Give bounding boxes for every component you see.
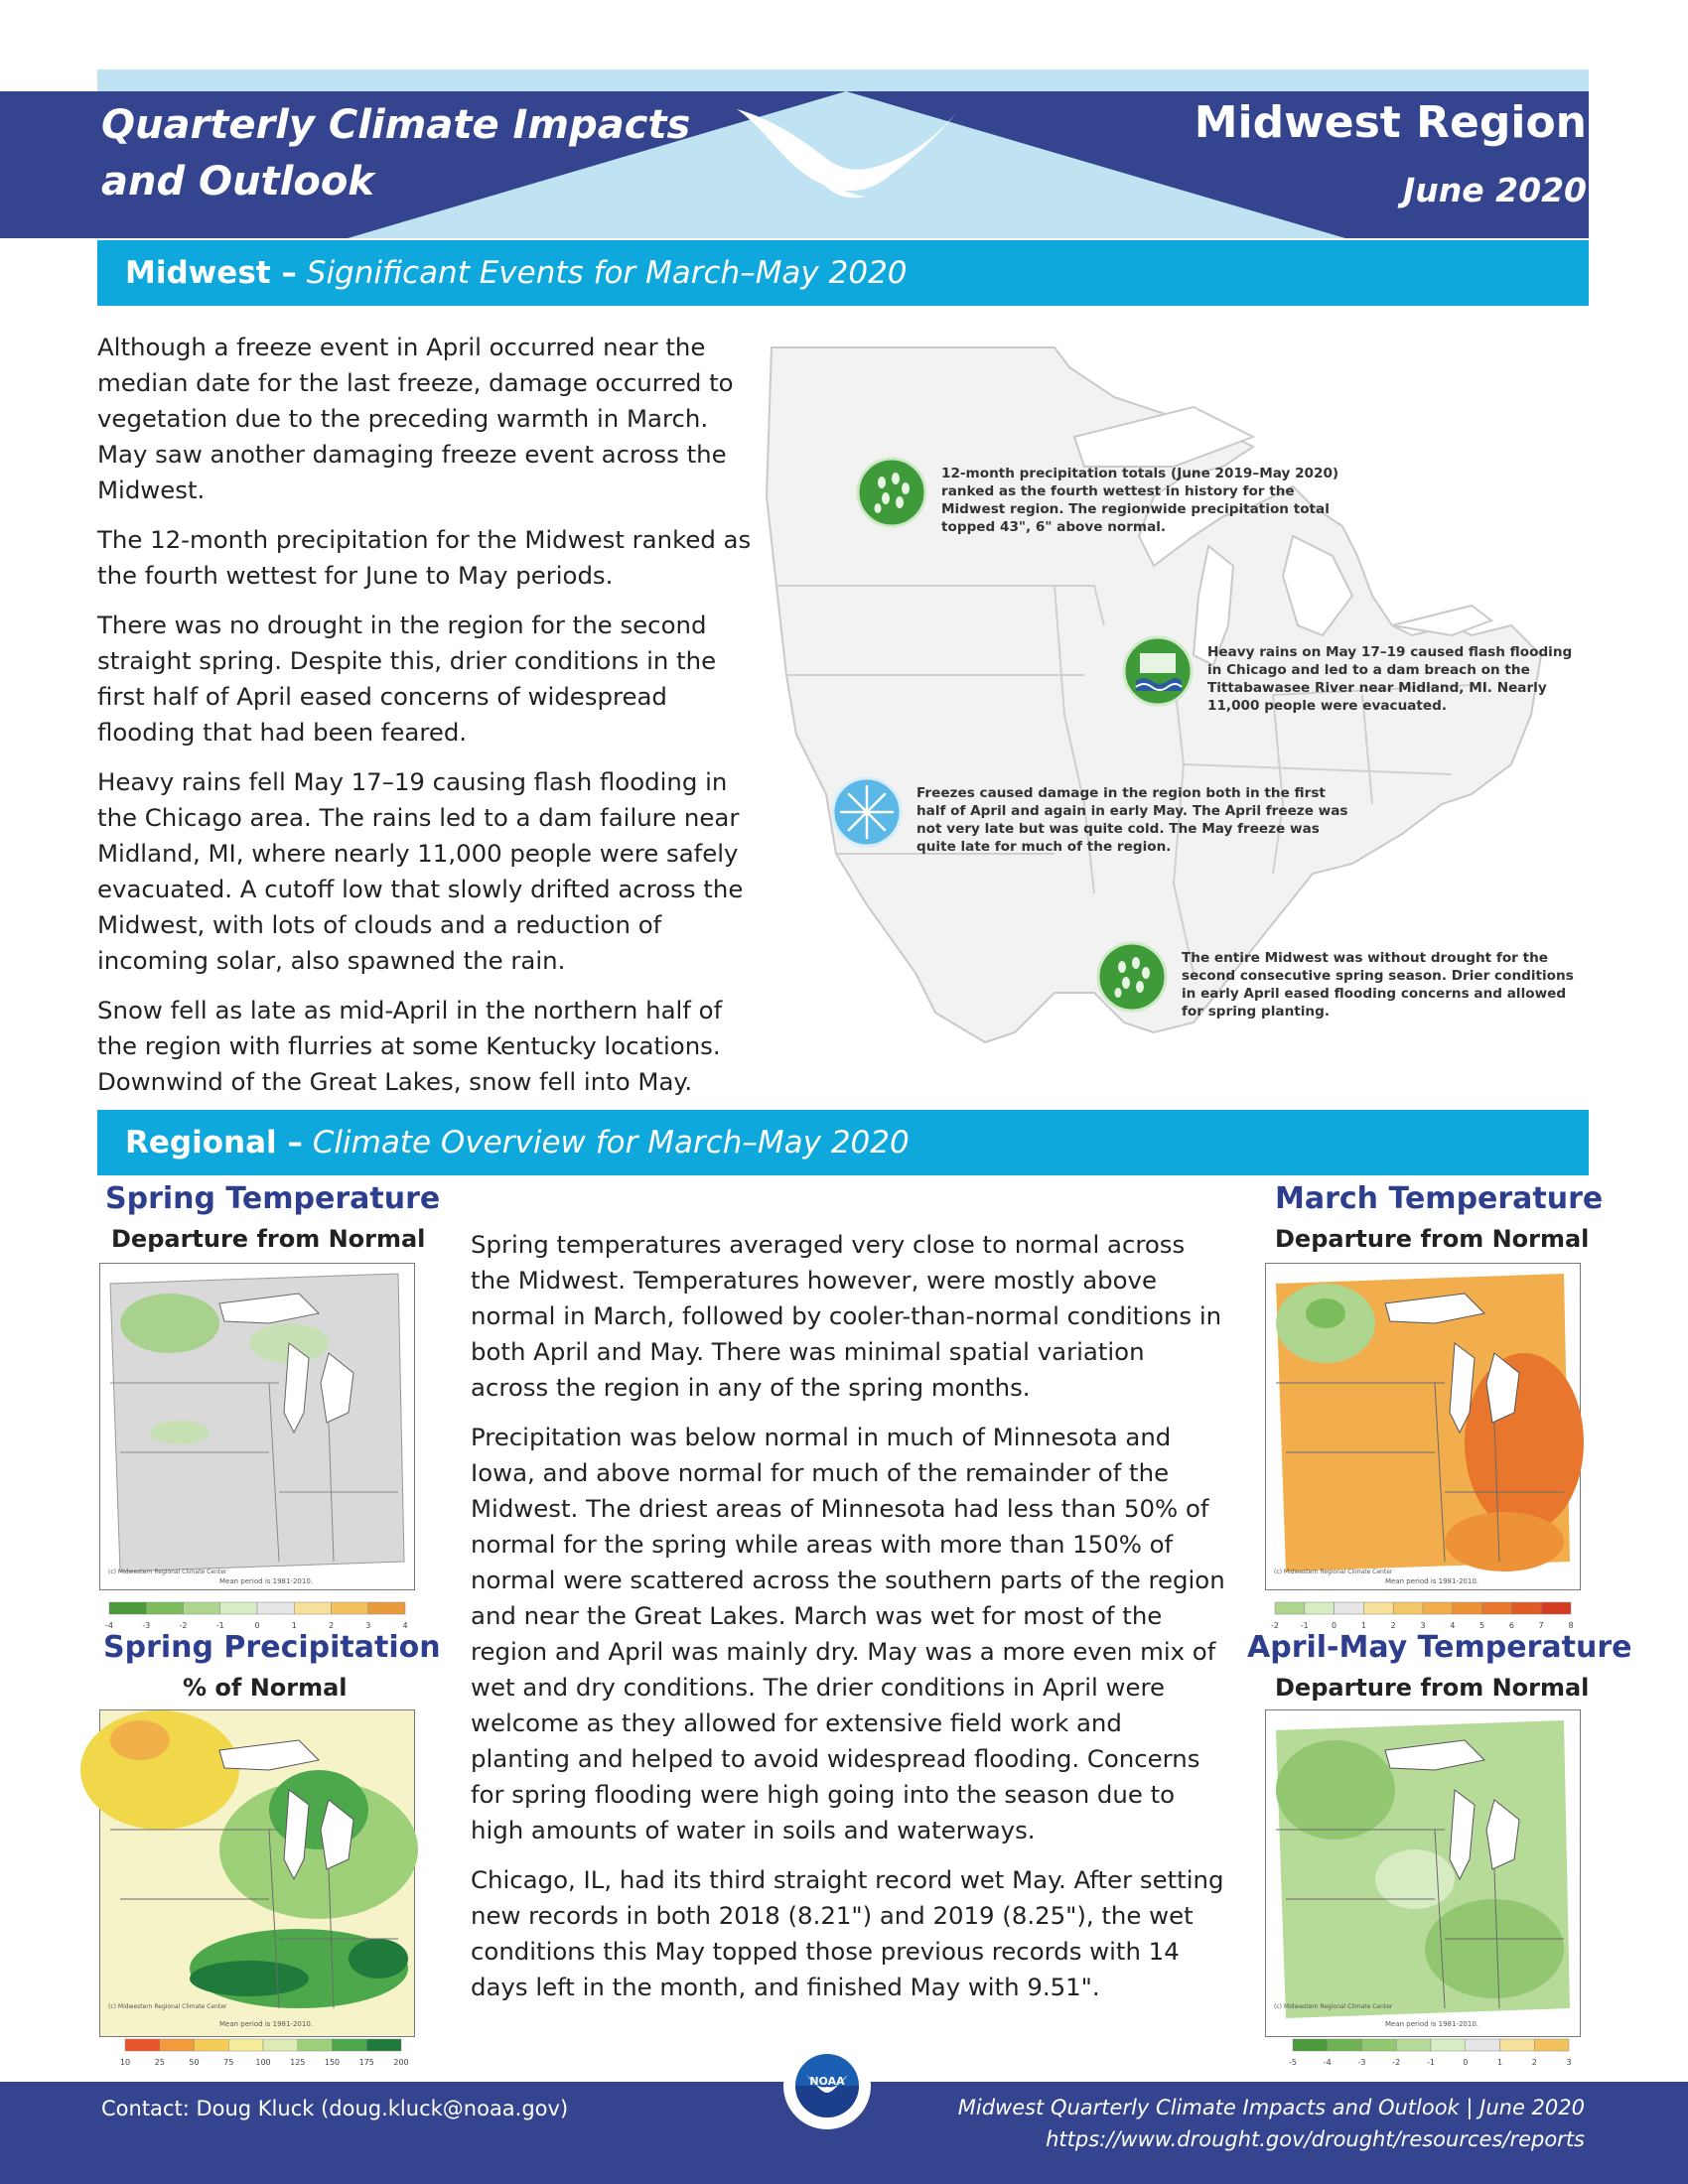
scale-tick-label: -5 xyxy=(1289,2058,1297,2067)
scale-swatch xyxy=(1453,1602,1482,1614)
scale-swatch xyxy=(366,2039,401,2051)
scale-tick-label: 175 xyxy=(358,2058,374,2067)
scale-tick-label: 0 xyxy=(254,1621,260,1630)
scale-tick-label: -2 xyxy=(179,1621,188,1630)
rain-drops-icon xyxy=(856,457,927,528)
svg-text:(c) Midwestern Regional Climat: (c) Midwestern Regional Climate Center xyxy=(108,1569,227,1575)
flood-dam-icon xyxy=(1122,635,1194,707)
scale-tick-label: -4 xyxy=(105,1621,113,1630)
scale-tick-label: 8 xyxy=(1568,1621,1574,1630)
spring-precip-subtitle: % of Normal xyxy=(183,1674,348,1702)
scale-swatch xyxy=(263,2039,298,2051)
scale-tick-label: 100 xyxy=(255,2058,271,2067)
scale-tick-label: 3 xyxy=(1566,2058,1572,2067)
scale-tick-label: 4 xyxy=(1450,1621,1456,1630)
march-temp-map xyxy=(1265,1263,1581,1590)
scale-swatch xyxy=(1534,2039,1569,2051)
callout-precip-ranking: 12-month precipitation totals (June 2019–May 2020) ranked as the fourth wettest in history for the Midwest region. The regionwide precipitation total topped 43", 6" above normal. xyxy=(856,457,1358,536)
march-temp-map-graphic xyxy=(1266,1264,1580,1589)
svg-text:(c) Midwestern Regional Climat: (c) Midwestern Regional Climate Center xyxy=(108,2003,227,2010)
spring-precip-map-graphic xyxy=(100,1710,414,2036)
overview-paragraph: Precipitation was below normal in much of Minnesota and Iowa, and above normal for much of the remainder of the Midwest. The driest areas of Minnesota had less than 50% of normal for the spring while areas with more than 150% of normal were scattered across the southern parts of the region and near the Great Lakes. March was wet for most of the region and April was mainly dry. May was a more even mix of wet and dry conditions. The drier conditions in April were welcome as they allowed for extensive field work and planting and helped to avoid widespread flooding. Concerns for spring flooding were high going into the season due to high amounts of water in soils and waterways. xyxy=(471,1423,1225,1844)
spring-precip-map xyxy=(99,1709,415,2037)
scale-swatch xyxy=(160,2039,195,2051)
scale-tick-label: 125 xyxy=(290,2058,306,2067)
svg-text:Mean period is 1981-2010.: Mean period is 1981-2010. xyxy=(1385,1577,1479,1585)
scale-tick-label: 3 xyxy=(1420,1621,1426,1630)
overview-section-bar: Regional – Climate Overview for March–May 2020 xyxy=(97,1110,1589,1175)
scale-tick-label: 150 xyxy=(324,2058,341,2067)
scale-swatch xyxy=(1500,2039,1535,2051)
scale-swatch xyxy=(1466,2039,1500,2051)
scale-tick-label: -1 xyxy=(215,1621,224,1630)
callout-freeze: Freezes caused damage in the region both in the first half of April and again in early May. The April freeze was not very late but was quite cold. The May freeze was quite late for much of the region. xyxy=(831,776,1353,856)
scale-tick-label: 2 xyxy=(328,1621,335,1630)
march-temp-subtitle: Departure from Normal xyxy=(1275,1225,1590,1253)
scale-tick-label: -3 xyxy=(142,1621,151,1630)
scale-swatch xyxy=(1305,1602,1335,1614)
scale-swatch xyxy=(1541,1602,1571,1614)
events-paragraph: Heavy rains fell May 17–19 causing flash flooding in the Chicago area. The rains led to a dam failure near Midland, MI, where nearly 11,000 people were safely evacuated. A cutoff low that slowly drifted across the Midwest, with lots of clouds and a reduction of incoming solar, also spawned the rain. xyxy=(97,767,744,975)
events-paragraph: Although a freeze event in April occurred near the median date for the last freeze, damage occurred to vegetation due to the preceding warmth in March. May saw another damaging freeze event across the Midwest. xyxy=(97,333,734,504)
scale-swatch xyxy=(1511,1602,1541,1614)
footer-publication: Midwest Quarterly Climate Impacts and Outlook | June 2020 xyxy=(957,2096,1585,2119)
scale-tick-label: -1 xyxy=(1427,2058,1435,2067)
region-name: Midwest Region xyxy=(1194,97,1587,148)
scale-swatch xyxy=(298,2039,333,2051)
events-paragraph: The 12-month precipitation for the Midwest ranked as the fourth wettest for June to May periods. xyxy=(97,525,752,590)
scale-swatch xyxy=(109,1602,146,1614)
callout-flash-flood: Heavy rains on May 17–19 caused flash flooding in Chicago and led to a dam breach on the Tittabawasee River near Midland, MI. Nearly 11,000 people were evacuated. xyxy=(1122,635,1575,715)
scale-tick-label: 50 xyxy=(189,2058,200,2067)
scale-tick-label: 1 xyxy=(1496,2058,1503,2067)
scale-tick-label: 4 xyxy=(402,1621,408,1630)
svg-text:Mean period is 1981-2010.: Mean period is 1981-2010. xyxy=(219,2020,314,2028)
scale-swatch xyxy=(368,1602,405,1614)
march-temp-title: March Temperature xyxy=(1275,1181,1604,1216)
aprmay-temp-map xyxy=(1265,1709,1581,2037)
events-paragraph: There was no drought in the region for the second straight spring. Despite this, drier conditions in the first half of April eased concerns of widespread flooding that had been feared. xyxy=(97,611,717,747)
scale-tick-label: 75 xyxy=(223,2058,234,2067)
scale-tick-label: 1 xyxy=(1360,1621,1366,1630)
frost-icon xyxy=(831,776,903,848)
events-paragraph: Snow fell as late as mid-April in the northern half of the region with flurries at some Kentucky locations. Downwind of the Great Lakes, snow fell into May. xyxy=(97,996,723,1096)
contact-info: Contact: Doug Kluck (doug.kluck@noaa.gov) xyxy=(101,2097,569,2120)
scale-tick-label: 0 xyxy=(1332,1621,1337,1630)
scale-tick-label: 3 xyxy=(365,1621,371,1630)
footer-citation xyxy=(958,2092,1585,2155)
overview-paragraph: Spring temperatures averaged very close to normal across the Midwest. Temperatures however, were mostly above normal in March, followed by cooler-than-normal conditions in both April and May. There was minimal spatial variation across the region in any of the spring months. xyxy=(471,1230,1222,1402)
rain-drops-icon xyxy=(1096,941,1168,1013)
scale-tick-label: 2 xyxy=(1390,1621,1396,1630)
svg-text:(c) Midwestern Regional Climat: (c) Midwestern Regional Climate Center xyxy=(1274,1569,1393,1575)
scale-swatch xyxy=(332,1602,368,1614)
scale-tick-label: 2 xyxy=(1531,2058,1537,2067)
noaa-logo xyxy=(782,2041,872,2130)
scale-tick-label: -2 xyxy=(1392,2058,1401,2067)
noaa-bird-icon xyxy=(727,99,965,208)
spring-precip-title: Spring Precipitation xyxy=(103,1630,441,1665)
scale-swatch xyxy=(125,2039,160,2051)
issue-date: June 2020 xyxy=(1403,171,1587,209)
aprmay-temp-subtitle: Departure from Normal xyxy=(1275,1674,1590,1702)
scale-swatch xyxy=(1431,2039,1466,2051)
callout-no-drought: The entire Midwest was without drought for the second consecutive spring season. Drier conditions in early April eased flooding concerns and allowed for spring planting. xyxy=(1096,941,1579,1021)
aprmay-temp-map-graphic xyxy=(1266,1710,1580,2036)
spring-temp-map xyxy=(99,1263,415,1590)
scale-swatch xyxy=(195,2039,229,2051)
svg-text:Mean period is 1981-2010.: Mean period is 1981-2010. xyxy=(219,1577,314,1585)
scale-swatch xyxy=(184,1602,220,1614)
svg-text:(c) Midwestern Regional Climat: (c) Midwestern Regional Climate Center xyxy=(1274,2003,1393,2010)
spring-temp-map-graphic xyxy=(100,1264,414,1589)
scale-tick-label: -4 xyxy=(1323,2058,1332,2067)
scale-tick-label: -3 xyxy=(1357,2058,1366,2067)
svg-text:NOAA: NOAA xyxy=(809,2075,845,2088)
scale-swatch xyxy=(1293,2039,1328,2051)
scale-swatch xyxy=(1393,1602,1423,1614)
aprmay-temp-color-scale xyxy=(1287,2035,1575,2075)
spring-precip-color-scale xyxy=(119,2035,407,2075)
scale-tick-label: 6 xyxy=(1508,1621,1514,1630)
overview-text xyxy=(471,1227,1225,2019)
scale-swatch xyxy=(257,1602,294,1614)
scale-swatch xyxy=(1396,2039,1431,2051)
overview-paragraph: Chicago, IL, had its third straight record wet May. After setting new records in both 2018 (8.21") and 2019 (8.25"), the wet conditions this May topped those previous records with 14 days left in the month, and finished May with 9.51". xyxy=(471,1865,1224,2001)
scale-swatch xyxy=(333,2039,367,2051)
scale-swatch xyxy=(146,1602,183,1614)
aprmay-temp-title: April-May Temperature xyxy=(1247,1630,1632,1665)
scale-swatch xyxy=(220,1602,257,1614)
scale-swatch xyxy=(1275,1602,1305,1614)
scale-tick-label: -2 xyxy=(1271,1621,1279,1630)
scale-tick-label: 1 xyxy=(291,1621,297,1630)
scale-tick-label: 200 xyxy=(393,2058,409,2067)
scale-tick-label: 25 xyxy=(154,2058,165,2067)
events-section-bar: Midwest – Significant Events for March–May 2020 xyxy=(97,240,1589,306)
scale-swatch xyxy=(1482,1602,1512,1614)
scale-tick-label: 0 xyxy=(1463,2058,1469,2067)
scale-tick-label: -1 xyxy=(1300,1621,1309,1630)
scale-swatch xyxy=(1328,2039,1362,2051)
publication-title: Quarterly Climate Impacts and Outlook xyxy=(101,102,691,205)
scale-swatch xyxy=(1335,1602,1364,1614)
scale-swatch xyxy=(294,1602,331,1614)
header-accent-band xyxy=(97,69,1589,91)
scale-swatch xyxy=(1423,1602,1453,1614)
spring-temp-subtitle: Departure from Normal xyxy=(111,1225,426,1253)
scale-tick-label: 10 xyxy=(119,2058,131,2067)
scale-tick-label: 7 xyxy=(1538,1621,1544,1630)
events-text xyxy=(97,330,753,1114)
scale-tick-label: 5 xyxy=(1479,1621,1485,1630)
spring-temp-title: Spring Temperature xyxy=(105,1181,441,1216)
scale-swatch xyxy=(228,2039,263,2051)
scale-swatch xyxy=(1362,2039,1397,2051)
scale-swatch xyxy=(1363,1602,1393,1614)
midwest-events-map xyxy=(757,338,1611,1052)
footer-url[interactable]: https://www.drought.gov/drought/resources/reports xyxy=(1046,2127,1585,2151)
svg-text:Mean period is 1981-2010.: Mean period is 1981-2010. xyxy=(1385,2020,1479,2028)
